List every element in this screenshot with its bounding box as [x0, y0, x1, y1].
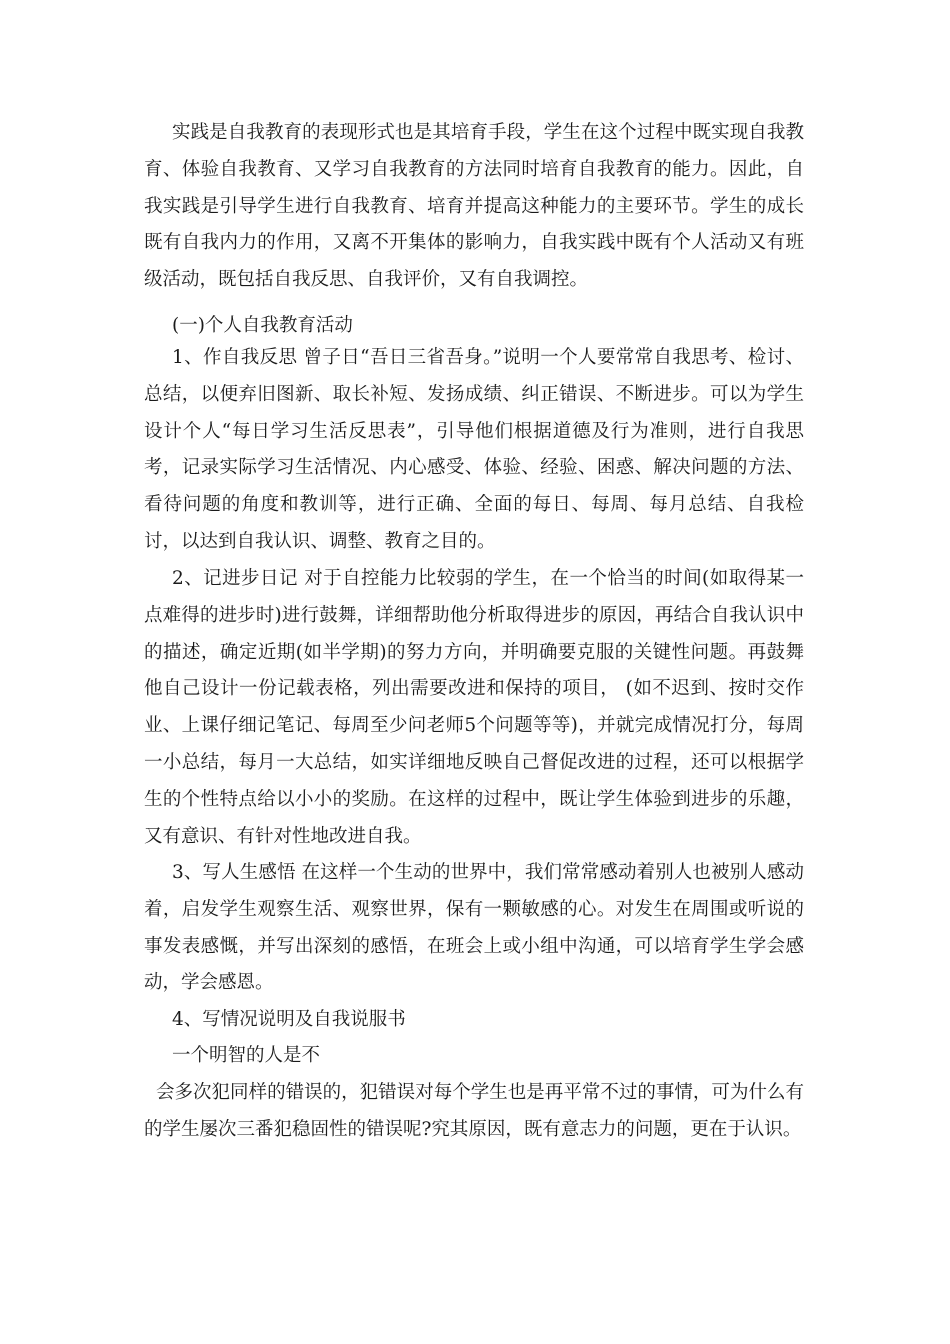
item3-paragraph: 3、写人生感悟 在这样一个生动的世界中，我们常常感动着别人也被别人感动着，启发学生观察生活、观察世界，保有一颗敏感的心。对发生在周围或听说的事发表感慨，并写出深刻的感悟，在班会上或小组中沟通，可以培育学生学会感动，学会感恩。: [144, 862, 804, 994]
intro-paragraph: 实践是自我教育的表现形式也是其培育手段，学生在这个过程中既实现自我教育、体验自我教育、又学习自我教育的方法同时培育自我教育的能力。因此，自我实践是引导学生进行自我教育、培育并提高这种能力的主要环节。学生的成长既有自我内力的作用，又离不开集体的影响力，自我实践中既有个人活动又有班级活动，既包括自我反思、自我评价，又有自我调控。: [144, 122, 804, 291]
item2-paragraph: 2、记进步日记 对于自控能力比较弱的学生，在一个恰当的时间(如取得某一点难得的进步时)进行鼓舞，详细帮助他分析取得进步的原因，再结合自我认识中的描述，确定近期(如半学期)的努力方向，并明确要克服的关键性问题。再鼓舞他自己设计一份记载表格，列出需要改进和保持的项目， (如不迟到、按时交作业、上课仔细记笔记、每周至少问老师5个问题等等)，并就完成情况打分，每周一小总结，每月一大总结，如实详细地反映自己督促改进的过程，还可以根据学生的个性特点给以小小的奖励。在这样的过程中，既让学生体验到进步的乐趣，又有意识、有针对性地改进自我。: [144, 568, 804, 847]
item4-line: 一个明智的人是不: [172, 1045, 321, 1066]
item4-body-paragraph: 会多次犯同样的错误的，犯错误对每个学生也是再平常不过的事情，可为什么有的学生屡次三番犯稳固性的错误呢?究其原因，既有意志力的问题，更在于认识。: [144, 1082, 804, 1140]
item1-paragraph: 1、作自我反思 曾子日“吾日三省吾身。”说明一个人要常常自我思考、检讨、总结，以便弃旧图新、取长补短、发扬成绩、纠正错误、不断进步。可以为学生设计个人“每日学习生活反思表”，引导他们根据道德及行为准则，进行自我思考，记录实际学习生活情况、内心感受、体验、经验、困惑、解决问题的方法、看待问题的角度和教训等，进行正确、全面的每日、每周、每月总结、自我检讨，以达到自我认识、调整、教育之目的。: [144, 347, 804, 552]
item4-heading: 4、写情况说明及自我说服书: [172, 1009, 406, 1030]
section-heading: (一)个人自我教育活动: [172, 315, 353, 336]
